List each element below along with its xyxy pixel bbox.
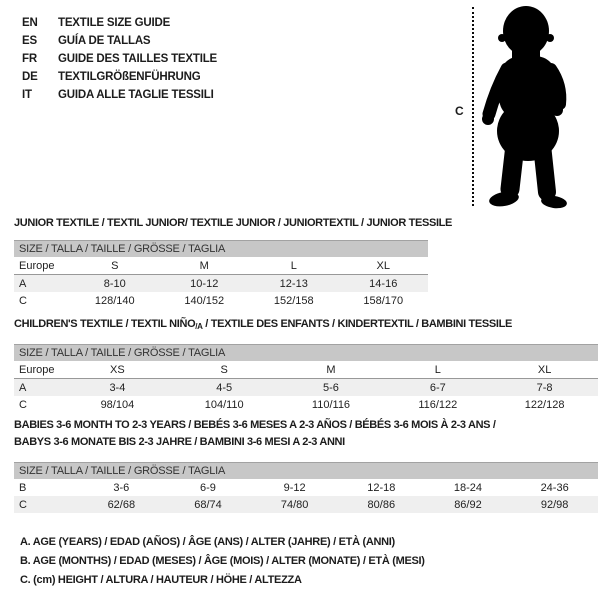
size-header: SIZE / TALLA / TAILLE / GRÖSSE / TAGLIA — [14, 345, 598, 362]
table-cell: 18-24 — [453, 481, 483, 494]
table-cell: S — [70, 257, 160, 275]
table-cell: 68/74 — [165, 496, 252, 513]
guide-title: GUIDE DES TAILLES TEXTILE — [58, 53, 217, 65]
children-size-table — [14, 344, 598, 413]
table-cell: 5-6 — [278, 379, 385, 397]
guide-title: GUÍA DE TALLAS — [58, 35, 151, 47]
legend-line-a: A. AGE (YEARS) / EDAD (AÑOS) / ÂGE (ANS) / ALTER (JAHRE) / ETÀ (ANNI) — [20, 536, 395, 548]
table-cell: 110/116 — [311, 398, 351, 411]
row-label-cell: C — [14, 496, 78, 513]
table-cell: 80/86 — [338, 496, 425, 513]
babies-title-line1: BABIES 3-6 MONTH TO 2-3 YEARS / BEBÉS 3-6 MESES A 2-3 AÑOS / BÉBÉS 3-6 MOIS À 2-3 ANS / — [14, 419, 496, 431]
list-item — [22, 68, 217, 86]
language-code: IT — [22, 89, 32, 101]
table-cell: 10-12 — [160, 275, 250, 293]
table-cell: 62/68 — [78, 496, 165, 513]
language-code: FR — [22, 53, 37, 65]
row-label-cell: Europe — [14, 361, 64, 379]
legend-line-c: C. (cm) HEIGHT / ALTURA / HAUTEUR / HÖHE / ALTEZZA — [20, 574, 302, 586]
table-cell: S — [171, 361, 278, 379]
table-row — [14, 396, 598, 413]
list-item — [22, 86, 217, 104]
row-label-cell: A — [14, 379, 64, 397]
size-header: SIZE / TALLA / TAILLE / GRÖSSE / TAGLIA — [14, 463, 598, 480]
table-cell: 6-7 — [384, 379, 491, 397]
height-dotted-line — [472, 7, 474, 206]
table-cell: XL — [491, 361, 598, 379]
size-header: SIZE / TALLA / TAILLE / GRÖSSE / TAGLIA — [14, 241, 428, 258]
table-cell: XL — [339, 257, 429, 275]
children-title-text: CHILDREN'S TEXTILE / TEXTIL NIÑO — [14, 318, 196, 330]
row-label-cell: C — [19, 294, 27, 307]
table-row — [14, 257, 428, 275]
guide-title: GUIDA ALLE TAGLIE TESSILI — [58, 89, 214, 101]
legend-line-b: B. AGE (MONTHS) / EDAD (MESES) / ÂGE (MOIS) / ALTER (MONATE) / ETÀ (MESI) — [20, 555, 425, 567]
list-item — [22, 14, 217, 32]
table-cell: L — [249, 257, 339, 275]
table-cell: 14-16 — [339, 275, 429, 293]
junior-section-title: JUNIOR TEXTILE / TEXTIL JUNIOR/ TEXTILE JUNIOR / JUNIORTEXTIL / JUNIOR TESSILE — [14, 217, 453, 229]
row-label-cell: C — [19, 398, 27, 411]
table-cell: 3-4 — [64, 379, 171, 397]
row-label-cell: B — [19, 481, 27, 494]
table-cell: 104/110 — [204, 398, 244, 411]
children-section-title — [14, 316, 512, 335]
table-cell: M — [160, 257, 250, 275]
table-row — [14, 479, 598, 496]
table-cell: M — [278, 361, 385, 379]
table-cell: 24-36 — [540, 481, 569, 494]
table-cell: 74/80 — [251, 496, 338, 513]
babies-size-table — [14, 462, 598, 513]
babies-title-line2: BABYS 3-6 MONATE BIS 2-3 JAHRE / BAMBINI 3-6 MESI A 2-3 ANNI — [14, 436, 345, 448]
table-row — [14, 379, 598, 397]
table-cell: 6-9 — [200, 481, 216, 494]
table-cell: 8-10 — [70, 275, 160, 293]
table-cell: 122/128 — [524, 398, 565, 411]
table-cell: 86/92 — [425, 496, 512, 513]
table-cell: 12-13 — [249, 275, 339, 293]
list-item — [22, 32, 217, 50]
table-cell: L — [384, 361, 491, 379]
guide-title: TEXTILGRÖßENFÜHRUNG — [58, 71, 201, 83]
table-cell: 12-18 — [367, 481, 396, 494]
table-cell: 140/152 — [184, 294, 225, 307]
table-cell: 98/104 — [100, 398, 135, 411]
list-item — [22, 50, 217, 68]
table-row — [14, 496, 598, 513]
row-label-cell: A — [14, 275, 70, 293]
babies-section-title — [14, 417, 496, 451]
table-cell: 92/98 — [511, 496, 598, 513]
language-code: ES — [22, 35, 37, 47]
table-row — [14, 292, 428, 309]
table-cell: 7-8 — [491, 379, 598, 397]
table-row — [14, 275, 428, 293]
table-cell: 9-12 — [283, 481, 306, 494]
table-cell: 3-6 — [113, 481, 130, 494]
table-cell: 128/140 — [94, 294, 135, 307]
table-cell: 152/158 — [273, 294, 314, 307]
table-cell: XS — [64, 361, 171, 379]
table-cell: 116/122 — [418, 398, 458, 411]
junior-size-table — [14, 240, 428, 309]
language-title-list — [22, 14, 217, 104]
row-label-cell: Europe — [14, 257, 70, 275]
language-code: EN — [22, 17, 38, 29]
table-cell: 158/170 — [363, 294, 404, 307]
table-cell: 4-5 — [171, 379, 278, 397]
table-row — [14, 361, 598, 379]
children-title-text: / TEXTILE DES ENFANTS / KINDERTEXTIL / BAMBINI TESSILE — [202, 318, 512, 330]
height-measure-label: C — [455, 104, 464, 118]
measurement-legend — [20, 533, 425, 590]
toddler-silhouette-icon — [477, 3, 595, 210]
guide-title: TEXTILE SIZE GUIDE — [58, 17, 171, 29]
language-code: DE — [22, 71, 38, 83]
children-title-subscript: /A — [195, 322, 203, 331]
